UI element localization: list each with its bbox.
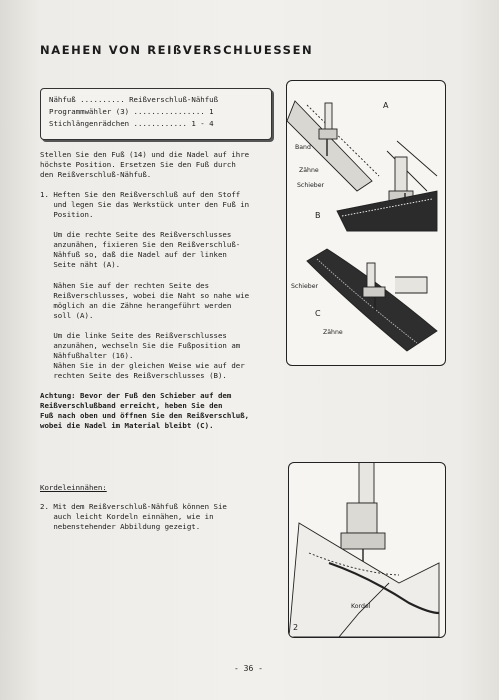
warning-line-3: Fuß nach oben und öffnen Sie den Reißverschluß, <box>40 411 250 420</box>
section-heading-cord: Kordeleinnähen: <box>40 483 107 492</box>
figure-number: 2 <box>293 623 299 632</box>
para-b-line-4: soll (A). <box>40 311 94 320</box>
para-c-line-4: Nähen Sie in der gleichen Weise wie auf der <box>40 361 245 370</box>
cord-illustration <box>289 463 445 637</box>
spec-stitch-length: Stichlängenrädchen ............ 1 - 4 <box>49 119 214 128</box>
step1-line-1: 1. Heften Sie den Reißverschluß auf den Stoff <box>40 190 241 199</box>
para-c-line-1: Um die linke Seite des Reißverschlusses <box>40 331 227 340</box>
label-kordel: Kordel <box>351 603 371 610</box>
para-a-line-2: anzunähen, fixieren Sie den Reißverschluß- <box>40 240 241 249</box>
step2-line-2: auch leicht Kordeln einnähen, wie in <box>40 512 214 521</box>
zipper-illustration <box>287 81 445 365</box>
para-b-line-2: Reißverschlusses, wobei die Naht so nahe wie <box>40 291 250 300</box>
figure-label-a: A <box>383 101 389 110</box>
step2-line-3: nebenstehender Abbildung gezeigt. <box>40 522 201 531</box>
para-a-line-4: Seite näht (A). <box>40 260 121 269</box>
para-c-line-3: Nähfußhalter (16). <box>40 351 134 360</box>
label-zaehne-2: Zähne <box>323 329 343 336</box>
cord-figure <box>288 462 446 638</box>
page-title: NAEHEN VON REIßVERSCHLUESSEN <box>40 43 314 57</box>
figure-label-c: C <box>315 309 321 318</box>
spec-program-selector: Programmwähler (3) ................ 1 <box>49 107 214 116</box>
zipper-figure <box>286 80 446 366</box>
page-number: - 36 - <box>234 664 263 673</box>
step1-line-3: Position. <box>40 210 94 219</box>
para-a-line-1: Um die rechte Seite des Reißverschlusses <box>40 230 232 239</box>
settings-box <box>40 88 272 140</box>
label-schieber-2: Schieber <box>291 283 319 290</box>
para-b-line-3: möglich an die Zähne herangeführt werden <box>40 301 232 310</box>
intro-line-3: den Reißverschluß-Nähfuß. <box>40 170 152 179</box>
intro-line-2: höchste Position. Ersetzen Sie den Fuß durch <box>40 160 236 169</box>
intro-line-1: Stellen Sie den Fuß (14) und die Nadel auf ihre <box>40 150 250 159</box>
label-band: Band <box>295 144 311 151</box>
para-c-line-5: rechten Seite des Reißverschlusses (B). <box>40 371 227 380</box>
panel-a-drawing <box>287 101 437 231</box>
label-zaehne: Zähne <box>299 167 319 174</box>
spec-presser-foot: Nähfuß .......... Reißverschluß-Nähfuß <box>49 95 219 104</box>
figure-label-b: B <box>315 211 321 220</box>
step2-line-1: 2. Mit dem Reißverschluß-Nähfuß können Sie <box>40 502 227 511</box>
warning-line-2: Reißverschlußband erreicht, heben Sie den <box>40 401 223 410</box>
label-schieber: Schieber <box>297 182 325 189</box>
para-a-line-3: Nähfuß so, daß die Nadel auf der linken <box>40 250 227 259</box>
warning-line-1: Achtung: Bevor der Fuß den Schieber auf dem <box>40 391 232 400</box>
warning-line-4: wobei die Nadel im Material bleibt (C). <box>40 421 214 430</box>
step1-line-2: und legen Sie das Werkstück unter den Fuß in <box>40 200 250 209</box>
para-b-line-1: Nähen Sie auf der rechten Seite des <box>40 281 210 290</box>
para-c-line-2: anzunähen, wechseln Sie die Fußposition am <box>40 341 241 350</box>
